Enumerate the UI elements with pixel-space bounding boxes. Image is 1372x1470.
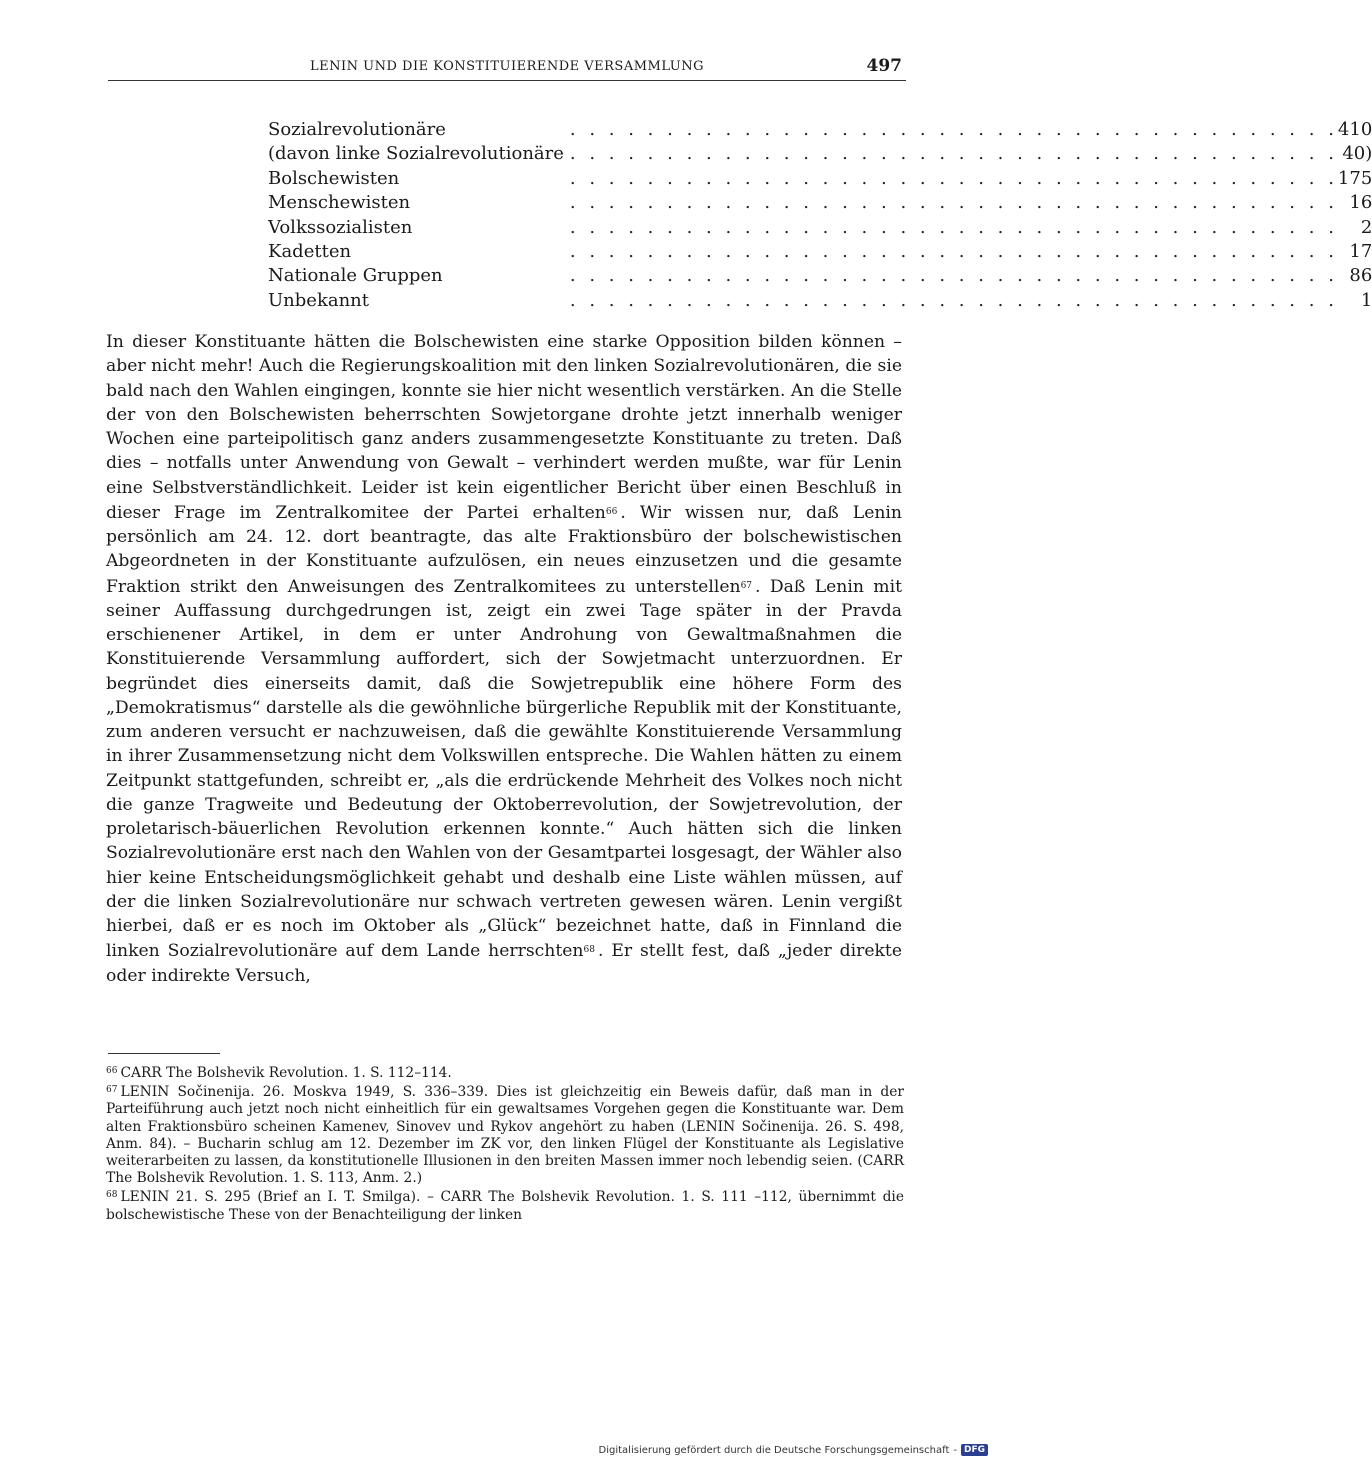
running-title: LENIN UND DIE KONSTITUIERENDE VERSAMMLUNG: [310, 59, 704, 74]
footnote-number: 67: [106, 1085, 118, 1096]
table-row: [268, 216, 1372, 240]
seat-count: 1: [1360, 289, 1372, 311]
footnote: [106, 1187, 904, 1223]
table-row: [268, 264, 1372, 288]
seat-count: 40): [1342, 143, 1372, 165]
seat-distribution-table: [268, 118, 1372, 313]
dfg-logo: -: [953, 1444, 957, 1456]
seat-count: 17: [1349, 241, 1372, 263]
table-row: [268, 289, 1372, 313]
party-name: Kadetten: [268, 241, 352, 263]
dot-leader: [564, 191, 1338, 215]
footnote: [106, 1082, 904, 1187]
footnote-ref: 66: [605, 506, 618, 517]
table-row: [268, 167, 1372, 191]
footnote: [106, 1063, 904, 1082]
body-text-segment: In dieser Konstituante hätten die Bolschewisten eine starke Opposition bilden können – aber nicht mehr! Auch die Regierungskoalition mit den linken Sozialrevolutionären, die sie bald nach den Wahlen eingingen, konnte sie hier nicht wesentlich verstärken. An die Stelle der von den Bolschewisten beherrschten Sowjetorgane drohte jetzt innerhalb weniger Wochen eine parteipolitisch ganz anders zusammengesetzte Konstituante zu treten. Daß dies – notfalls unter Anwendung von Gewalt – verhindert werden mußte, war für Lenin eine Selbstverständlichkeit. Leider ist kein eigentlicher Bericht über einen Beschluß in dieser Frage im Zentralkomitee der Partei erhalten: [106, 332, 902, 523]
footnote-text: CARR The Bolshevik Revolution. 1. S. 112–114.: [120, 1065, 452, 1081]
table-row: [268, 142, 1372, 166]
footnotes: [106, 1063, 904, 1224]
footnote-divider: [108, 1053, 220, 1054]
seat-count: 175: [1337, 167, 1372, 189]
table-row: [268, 240, 1372, 264]
dot-leader: [564, 142, 1338, 166]
dfg-logo-mark: DFG: [961, 1444, 988, 1456]
body-text-segment: . Daß Lenin mit seiner Auffassung durchgedrungen ist, zeigt ein zwei Tage später in der Pravda erschienener Artikel, in dem er unter Androhung von Gewaltmaßnahmen die Konstituierende Versammlung auffordert, sich der Sowjetmacht unterzuordnen. Er begründet dies einerseits damit, daß die Sowjetrepublik eine höhere Form des „Demokratismus“ darstelle als die gewöhnliche bürgerliche Republik mit der Konstituante, zum anderen versucht er nachzuweisen, daß die gewählte Konstituierende Versammlung in ihrer Zusammensetzung nicht dem Volkswillen entspreche. Die Wahlen hätten zu einem Zeitpunkt stattgefunden, schreibt er, „als die erdrückende Mehrheit des Volkes noch nicht die ganze Tragweite und Bedeutung der Oktoberrevolution, der Sowjetrevolution, der proletarisch-bäuerlichen Revolution erkennen konnte.“ Auch hätten sich die linken Sozialrevolutionäre erst nach den Wahlen von der Gesamtpartei losgesagt, der Wähler also hier keine Entscheidungsmöglichkeit gehabt und deshalb eine Liste wählen müssen, auf der die linken Sozialrevolutionäre nur schwach vertreten gewesen wären. Lenin vergißt hierbei, daß er es noch im Oktober als „Glück“ bezeichnet hatte, daß in Finnland die linken Sozialrevolutionäre auf dem Lande herrschten: [106, 576, 902, 962]
table-row: [268, 118, 1372, 142]
running-header: [108, 58, 906, 81]
body-text-segment: . Wir wissen nur, daß Lenin persönlich am 24. 12. dort beantragte, das alte Fraktionsbüro der bolschewistischen Abgeordneten in der Konstituante aufzulösen, ein neues einzusetzen und die gesamte Fraktion strikt den Anweisungen des Zentralkomitees zu unterstellen: [106, 502, 903, 597]
footnote-number: 66: [106, 1066, 118, 1076]
seat-count: 2: [1360, 216, 1372, 238]
footnote-text: LENIN Sočinenija. 26. Moskva 1949, S. 336–339. Dies ist gleichzeitig ein Beweis dafür, daß man in der Parteiführung auch jetzt noch nicht einheitlich für ein gewaltsames Vorgehen gegen die Konstituante war. Dem alten Fraktionsbüro scheinen Kamenev, Sinovev und Rykov angehört zu haben (LENIN Sočinenija. 26. S. 498, Anm. 84). – Bucharin schlug am 12. Dezember im ZK vor, den linken Flügel der Konstituante als Legislative weiterarbeiten zu lassen, da konstitutionelle Illusionen in den breiten Massen immer noch lebendig seien. (CARR The Bolshevik Revolution. 1. S. 113, Anm. 2.): [106, 1084, 904, 1187]
dot-leader: [564, 289, 1338, 313]
party-name: Menschewisten: [268, 192, 411, 214]
party-name: Sozialrevolutionäre: [268, 119, 446, 140]
party-name: Nationale Gruppen: [268, 265, 443, 287]
dot-leader: [564, 264, 1338, 288]
seat-count: 86: [1349, 265, 1372, 287]
table-row: [268, 191, 1372, 215]
dot-leader: [564, 216, 1338, 240]
credit-text: Digitalisierung gefördert durch die Deutsche Forschungsgemeinschaft: [598, 1444, 950, 1456]
body-paragraph: [106, 330, 902, 988]
seat-count: 410: [1337, 119, 1372, 140]
party-name: Unbekannt: [268, 289, 369, 311]
party-name: Bolschewisten: [268, 167, 400, 189]
footnote-number: 68: [106, 1190, 118, 1201]
footnote-text: LENIN 21. S. 295 (Brief an I. T. Smilga). – CARR The Bolshevik Revolution. 1. S. 111 –112, übernimmt die bolschewistische These von der Benachteiligung der linken: [106, 1189, 904, 1223]
dot-leader: [564, 240, 1338, 264]
party-name: Volkssozialisten: [268, 216, 413, 238]
dot-leader: [564, 167, 1338, 191]
dot-leader: [564, 118, 1338, 142]
digitization-credit: [599, 1444, 988, 1456]
page-number: 497: [866, 56, 902, 76]
footnote-ref: 67: [740, 580, 753, 591]
party-name: (davon linke Sozialrevolutionäre: [268, 143, 564, 165]
seat-count: 16: [1349, 192, 1372, 214]
body-text-segment: . Er stellt fest, daß „jeder direkte oder indirekte Versuch,: [106, 941, 902, 986]
footnote-ref: 68: [583, 945, 595, 956]
